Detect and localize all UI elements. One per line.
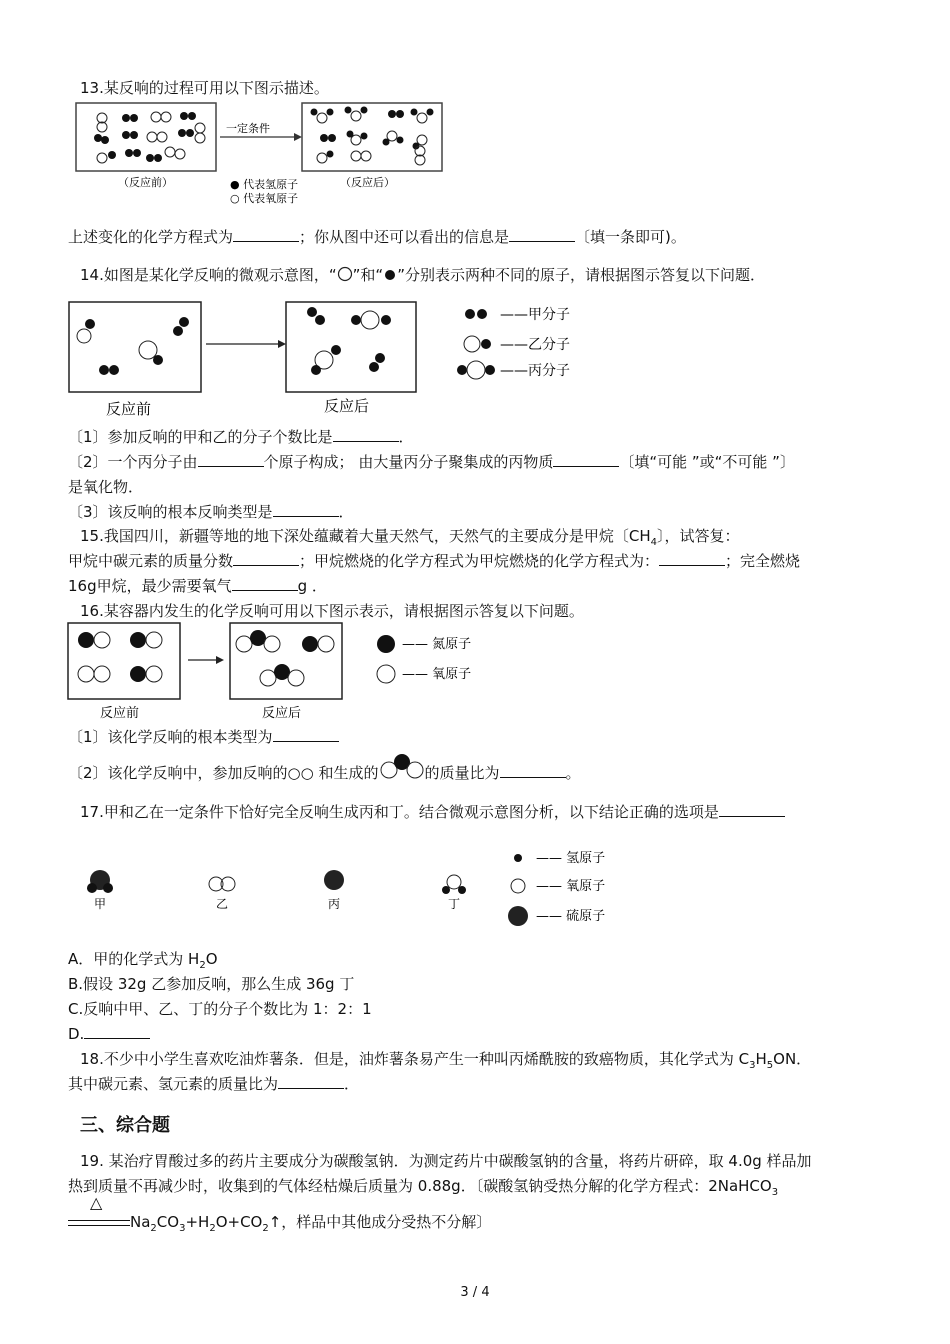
q17-label-yi: 乙 (216, 897, 229, 911)
q17-figure (80, 842, 660, 932)
q17-molecule-ding (442, 875, 466, 894)
q17-option-b[interactable]: B.假设 32g 乙参加反响，那么生成 36g 丁 (68, 975, 355, 993)
q16-part2: 〔2〕该化学反响中，参加反响的○○ 和生成的 的质量比为 。 (68, 763, 581, 783)
q16-before-label: 反应前 (100, 706, 140, 721)
q16-blank-1[interactable] (273, 727, 339, 742)
q13-stem: 13.某反响的过程可用以下图示描述。 (80, 79, 329, 97)
q14-blank-3[interactable] (553, 452, 619, 467)
q18-blank[interactable] (278, 1074, 344, 1089)
q14-blank-4[interactable] (273, 502, 339, 517)
q14-stem: 14.如图是某化学反响的微观示意图，“ ”和“ ”分别表示两种不同的原子，请根据图示答复以下问题． (80, 266, 765, 284)
black-atom-icon (383, 268, 397, 282)
q19-line2: 热到质量不再减少时，收集到的气体经枯燥后质量为 0.88g．〔碳酸氢钠受热分解的化学方程式：2NaHCO$_3$ (68, 1177, 779, 1198)
q14-blank-1[interactable] (333, 427, 399, 442)
q17-option-d[interactable]: D. (68, 1024, 150, 1044)
q13-legend-h: ● 代表氢原子 (230, 178, 299, 191)
q16-legend-o: —— 氧原子 (402, 667, 472, 682)
q14-figure (68, 298, 608, 420)
q13-blank-info[interactable] (509, 227, 575, 242)
q17-option-d-blank[interactable] (84, 1024, 150, 1039)
q14-part2-cont: 是氧化物． (68, 478, 144, 496)
q14-after-label: 反应后 (324, 397, 370, 415)
q19-line1: 19. 某治疗胃酸过多的药片主要成分为碳酸氢钠．为测定药片中碳酸氢钠的含量，将药片研碎，取 4.0g 样品加 (80, 1152, 812, 1170)
q17-option-a[interactable]: A．甲的化学式为 $H_2O$ (68, 950, 218, 971)
q14-before-label: 反应前 (106, 400, 152, 418)
q16-figure (66, 620, 506, 724)
q19-equals-sign (68, 1220, 130, 1226)
q17-molecule-jia (87, 870, 113, 893)
q16-stem: 16.某容器内发生的化学反响可用以下图示表示，请根据图示答复以下问题。 (80, 602, 584, 620)
q17-label-ding: 丁 (448, 897, 461, 911)
q17-molecule-bing (324, 870, 344, 890)
q15-blank-3[interactable] (232, 576, 298, 591)
q19-line3: $Na_2CO_3+H_2O+CO_2↑$，样品中其他成分受热不分解〕 (68, 1212, 491, 1239)
q19-delta: △ (90, 1193, 103, 1212)
q17-legend-o: —— 氧原子 (536, 879, 606, 894)
q18-stem: 18.不少中小学生喜欢吃油炸薯条．但是，油炸薯条易产生一种叫丙烯酰胺的致癌物质，其化学式为 $C_3H_5ON$． (80, 1050, 812, 1071)
q15-line2: 甲烷中碳元素的质量分数 ；甲烷燃烧的化学方程式为甲烷燃烧的化学方程式为： ；完全燃烧 (68, 552, 801, 570)
q14-blank-2[interactable] (198, 452, 264, 467)
q16-legend-n: —— 氮原子 (402, 637, 472, 652)
q13-after-molecules (311, 107, 434, 166)
q13-before-molecules (94, 112, 205, 163)
q17-blank[interactable] (719, 802, 785, 817)
q13-after-label: （反应后） (340, 176, 395, 189)
q15-blank-1[interactable] (233, 551, 299, 566)
q14-legend-jia: ——甲分子 (500, 307, 570, 323)
q13-legend-o: ○ 代表氧原子 (230, 192, 299, 205)
q13-arrow-label: 一定条件 (226, 122, 270, 135)
q13-question: 上述变化的化学方程式为 ；你从图中还可以看出的信息是 〔填一条即可)。 (68, 228, 686, 246)
q13-blank-equation[interactable] (233, 227, 299, 242)
q17-molecule-yi (209, 877, 235, 891)
q14-part3: 〔3〕该反响的根本反响类型是 ． (68, 503, 354, 521)
q15-stem: 15.我国四川，新疆等地的地下深处蕴藏着大量天然气，天然气的主要成分是甲烷〔$CH_4$〕，试答复： (80, 527, 740, 548)
q18-line2: 其中碳元素、氢元素的质量比为 ． (68, 1075, 360, 1093)
q16-after-label: 反应后 (262, 706, 302, 721)
q16-blank-2[interactable] (500, 763, 566, 778)
q17-label-bing: 丙 (328, 897, 341, 911)
q14-legend-yi: ——乙分子 (500, 337, 570, 353)
q17-legend-h: —— 氢原子 (536, 851, 606, 866)
section-heading: 三、综合题 (80, 1115, 170, 1136)
q14-part2: 〔2〕一个丙分子由 个原子构成； 由大量丙分子聚集成的丙物质 〔填“可能 ”或“不可能 ”〕 (68, 453, 795, 471)
page-number: 3 / 4 (460, 1285, 490, 1300)
q17-stem: 17.甲和乙在一定条件下恰好完全反响生成丙和丁。结合微观示意图分析，以下结论正确的选项是 (80, 802, 785, 822)
no2-molecule-icon (379, 752, 425, 782)
q15-blank-2[interactable] (659, 551, 725, 566)
q16-part1: 〔1〕该化学反响的根本类型为 (68, 727, 339, 747)
white-atom-icon (337, 266, 353, 282)
q15-line3: 16g甲烷，最少需要氧气 g ． (68, 577, 327, 595)
q14-part1: 〔1〕参加反响的甲和乙的分子个数比是 ． (68, 428, 414, 446)
q13-figure (74, 100, 446, 210)
q17-label-jia: 甲 (94, 897, 107, 911)
q17-option-c[interactable]: C.反响中甲、乙、丁的分子个数比为 1：2：1 (68, 1000, 372, 1018)
q13-before-label: （反应前） (118, 176, 173, 189)
q17-legend-s: —— 硫原子 (536, 909, 606, 924)
q14-legend-bing: ——丙分子 (500, 363, 570, 379)
